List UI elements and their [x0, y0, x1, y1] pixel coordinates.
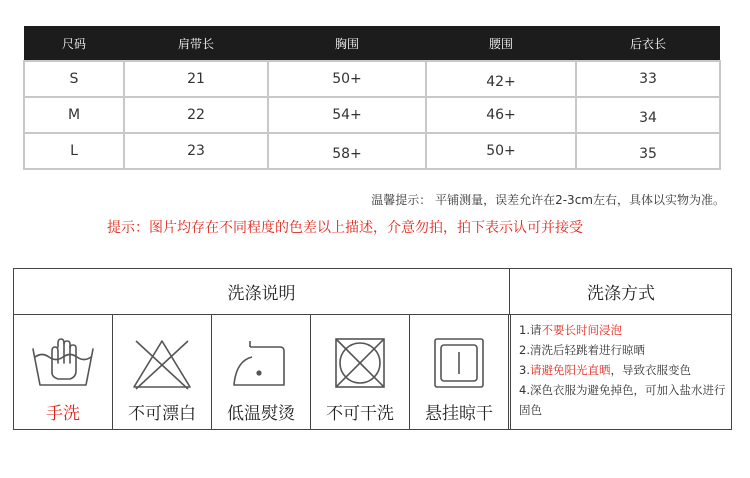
cell-waist: 50+	[426, 133, 576, 169]
washing-methods-list	[510, 315, 731, 429]
table-row	[24, 133, 720, 169]
cell-size: L	[24, 133, 124, 169]
header-bust: 胸围	[268, 26, 426, 61]
washing-method-title: 洗涤方式	[509, 269, 732, 315]
table-row	[24, 97, 720, 133]
icon-label: 手洗	[46, 404, 80, 424]
washing-title: 洗涤说明	[14, 269, 509, 315]
header-size: 尺码	[24, 26, 124, 61]
cell-strap: 21	[124, 61, 268, 97]
no-dry-clean-icon	[327, 335, 393, 395]
list-item: 2.清洗后轻跳着进行晾晒	[519, 343, 645, 357]
hand-wash-icon	[30, 335, 96, 395]
icon-cell-no-dry-clean	[311, 315, 410, 429]
no-bleach-icon	[129, 335, 195, 395]
icon-label: 悬挂晾干	[425, 404, 493, 424]
list-item: 1.请不要长时间浸泡	[519, 323, 622, 337]
cell-strap: 22	[124, 97, 268, 133]
cell-strap: 23	[124, 133, 268, 169]
cell-size: M	[24, 97, 124, 133]
cell-bust: 54+	[268, 97, 426, 133]
size-table-header	[24, 26, 720, 61]
list-item: 3.请避免阳光直晒，导致衣服变色	[519, 363, 691, 377]
cell-back: 33	[576, 61, 720, 97]
header-strap-length: 肩带长	[124, 26, 268, 61]
icon-cell-no-bleach	[113, 315, 212, 429]
cell-back: 35	[576, 133, 720, 169]
low-temp-iron-icon	[228, 335, 294, 395]
table-row	[24, 61, 720, 97]
icon-cell-low-temp-iron	[212, 315, 311, 429]
header-back-length: 后衣长	[576, 26, 720, 61]
cell-size: S	[24, 61, 124, 97]
cell-back: 34	[576, 97, 720, 133]
size-table	[23, 26, 721, 170]
cell-bust: 50+	[268, 61, 426, 97]
icon-label: 不可漂白	[128, 404, 196, 424]
icon-label: 不可干洗	[326, 404, 394, 424]
icon-cell-hang-dry	[410, 315, 509, 429]
icon-cell-hand-wash	[14, 315, 113, 429]
washing-panel	[13, 268, 732, 430]
cell-bust: 58+	[268, 133, 426, 169]
cell-waist: 42+	[426, 61, 576, 97]
hang-dry-icon	[426, 335, 492, 395]
list-item: 4.深色衣服为避免掉色，可加入盐水进行固色	[519, 383, 726, 417]
cell-waist: 46+	[426, 97, 576, 133]
color-difference-tip: 提示：图片均存在不同程度的色差以上描述，介意勿拍，拍下表示认可并接受	[107, 220, 583, 236]
header-waist: 腰围	[426, 26, 576, 61]
icon-label: 低温熨烫	[227, 404, 295, 424]
measurement-note: 温馨提示： 平铺测量，误差允许在2-3cm左右，具体以实物为准。	[371, 193, 725, 207]
